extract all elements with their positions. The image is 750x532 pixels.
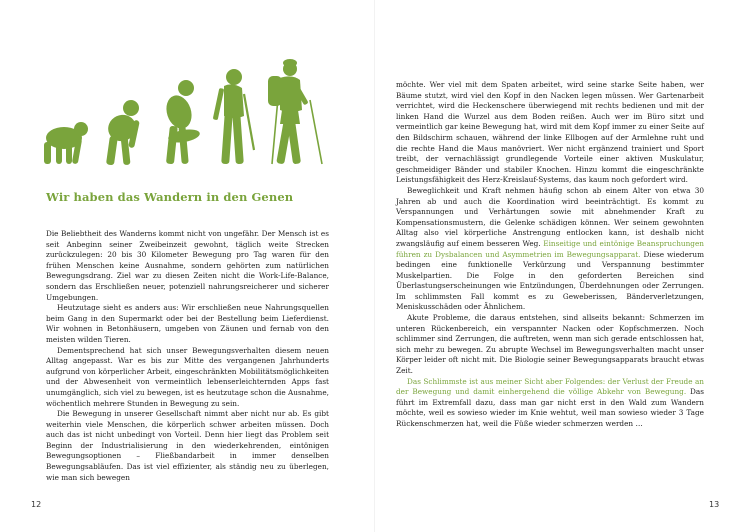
caveman-with-club-icon xyxy=(210,68,256,166)
evolution-illustration xyxy=(34,58,326,166)
paragraph xyxy=(396,377,704,430)
early-hominid-icon xyxy=(98,98,148,166)
text-run: Akute Probleme, die daraus entstehen, sind allseits bekannt: Schmerzen im unteren Rückenbereich, ein verspannter Nacken oder Kopfschmerzen. Noch schlimmer sind Zerrungen, die auftreten, wenn man sich gerade entschlossen hat, sich mehr zu bewegen. Zu abrupte Wechsel im Bewegungsverhalten macht unser Körper leider oft nicht mit. Die Biologie seiner Bewegungsapparats braucht etwas Zeit. xyxy=(396,313,704,376)
left-body-text xyxy=(46,229,329,483)
text-run: Beweglichkeit und Kraft nehmen häufig schon ab einem Alter von etwa 30 Jahren ab und auch die Koordination wird beeinträchtigt. Es kommt zu Verspannungen und Verhärtungen sowie mit abnehmender Kraft zu Kompensationsmustern, die Gelenke schädigen können. Wer seinem gewohnten Alltag also viel körperliche Anstrengung entlocken kann, ist deshalb nicht zwangsläufig auf einem besseren Weg. xyxy=(396,185,704,248)
paragraph xyxy=(396,313,704,377)
page-number: 12 xyxy=(31,500,42,509)
paragraph: Die Bewegung in unserer Gesellschaft nimmt aber nicht nur ab. Es gibt weiterhin viele Menschen, die körperlich schwer arbeiten müssen. Doch auch das ist nicht unbedingt von Vorteil. Denn hier liegt das Problem seit Beginn der Industrialisierung in den wiederkehrenden, eintönigen Bewegungsoptionen – Fließbandarbeit in immer denselben Bewegungsabläufen. Das ist viel effizienter, als ständig neu zu überlegen, wie man sich bewegen xyxy=(46,409,329,482)
hiker-with-poles-icon xyxy=(260,58,326,166)
ape-icon xyxy=(34,116,92,166)
chapter-heading: Wir haben das Wandern in den Genen xyxy=(46,190,294,204)
highlighted-text: Einseitige und eintönige Beanspruchungen führen zu Dysbalancen und Asymmetrien im Bewegungsapparat. xyxy=(396,238,704,259)
paragraph: Heutzutage sieht es anders aus: Wir erschließen neue Nahrungsquellen beim Gang in den Supermarkt oder bei der Bestellung beim Lieferdienst. Wir wohnen in Betonhäusern, umgeben von Zäunen und fernab von den meisten wilden Tieren. xyxy=(46,303,329,344)
paragraph: Dementsprechend hat sich unser Bewegungsverhalten diesem neuen Alltag angepasst. War es bis zur Mitte des vergangenen Jahrhunderts aufgrund von körperlicher Arbeit, eingeschränkten Mobilitätsmöglichkeiten und der Abwesenheit von vermeintlich lebenserleichternden Apps fast unumgänglich, sich viel zu bewegen, ist es heutzutage schon die Ausnahme, wöchentlich mehrere Stunden in Bewegung zu sein. xyxy=(46,345,329,408)
hunched-hominid-icon xyxy=(156,78,206,166)
paragraph xyxy=(396,186,704,313)
text-run: Das führt im Extremfall dazu, dass man gar nicht erst in den Wald zum Wandern möchte, weil es sowieso wieder im Knie wehtut, weil man sowieso wieder 3 Tage Rückenschmerzen hat, weil die Füße wieder schmerzen werden … xyxy=(396,387,705,428)
gutter xyxy=(374,0,375,532)
text-run: möchte. Wer viel mit dem Spaten arbeitet, wird seine starke Seite haben, wer Bäume stutzt, wird viel den Kopf in den Nacken legen müssen. Wer Gartenarbeit verrichtet, wird die Heckenschere überwiegend mit rechts bedienen und mit der linken Hand die Wurzel aus dem Boden reißen. Auch wer im Büro sitzt und vermeintlich gar keine Bewegung hat, wird mit dem Kopf immer zu einer Seite auf den Bildschirm schauen, während der linke Ellbogen auf der Armlehne ruht und die rechte Hand die Maus manövriert. Wer nicht ergänzend trainiert und Sport treibt, der vernachlässigt grundlegende Vorteile einer aktiven Muskulatur, geschmeidiger Bänder und stabiler Knochen. Hinzu kommt die eingeschränkte Leistungsfähigkeit des Herz-Kreislauf-Systems, das kaum noch gefordert wird. xyxy=(396,80,704,185)
page-number: 13 xyxy=(709,500,720,509)
text-run: Diese wiederum bedingen eine funktionelle Verkürzung und Verspannung bestimmter Muskelpartien. Die Folge in den geforderten Bereichen sind Überlastungserscheinungen wie Entzündungen, Überdehnungen oder Zerrungen. Im schlimmsten Fall kommt es zu Geweberissen, Bänderverletzungen, Meniskusschäden oder Ähnlichem. xyxy=(396,249,704,312)
paragraph: Die Beliebtheit des Wanderns kommt nicht von ungefähr. Der Mensch ist es seit Anbeginn seiner Zweibeinzeit gewohnt, täglich weite Strecken zurückzulegen: 20 bis 30 Kilometer Bewegung pro Tag waren für den frühen Menschen keine Ausnahme, sondern gehörten zum natürlichen Bewegungsdrang. Ziel war zu diesen Zeiten nicht die Work-Life-Balance, sondern das Erschließen neuer, potenziell nahrungsreicherer und sicherer Umgebungen. xyxy=(46,229,329,302)
highlighted-text: Das Schlimmste ist aus meiner Sicht aber Folgendes: der Verlust der Freude an der Bewegung und damit einhergehend die völlige Abkehr von Bewegung. xyxy=(396,376,704,397)
paragraph xyxy=(396,80,704,186)
right-body-text xyxy=(396,80,704,430)
